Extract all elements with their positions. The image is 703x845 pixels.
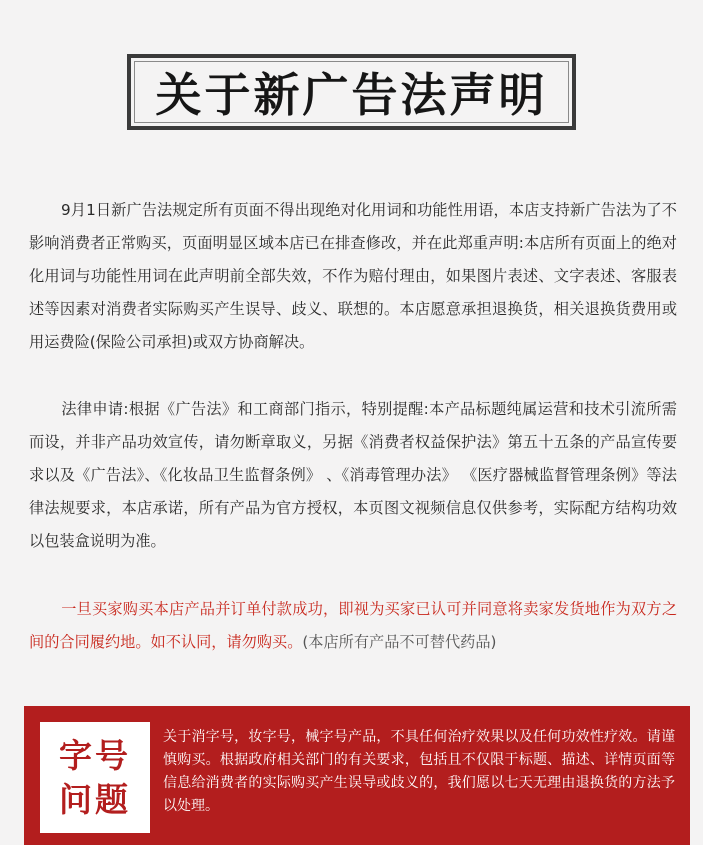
title-frame: [127, 54, 576, 130]
notice-text: 关于消字号，妆字号，械字号产品，不具任何治疗效果以及任何功效性疗效。请谨慎购买。根据政府相关部门的有关要求，包括且不仅限于标题、描述、详情页面等信息给消费者的实际购买产生误导或歧义的，我们愿以七天无理由退换货的方法予以处理。: [163, 729, 675, 814]
notice-banner: [24, 706, 690, 845]
notice-label-line-2: 问题: [59, 779, 131, 819]
notice-label-box: [40, 722, 150, 833]
legal-paragraph: [29, 393, 677, 558]
notice-label-line-1: 字号: [59, 735, 131, 775]
legal-paragraph-text: 法律申请:根据《广告法》和工商部门指示，特别提醒:本产品标题纯属运营和技术引流所需而设，并非产品功效宣传，请勿断章取义，另据《消费者权益保护法》第五十五条的产品宣传要求以及《广告法》、《化妆品卫生监督条例》 、《消毒管理办法》 《医疗器械监督管理条例》等法律法规要求，本店承诺，所有产品为官方授权，本页图文视频信息仅供参考，实际配方结构功效以包装盒说明为准。: [29, 400, 677, 550]
purchase-warning-red-text: 一旦买家购买本店产品并订单付款成功，即视为买家已认可并同意将卖家发货地作为双方之间的合同履约地。如不认同，请勿购买。: [29, 600, 677, 651]
page-title: 关于新广告法声明: [155, 68, 548, 122]
title-inner-border: [134, 61, 569, 123]
statement-paragraph-text: 9月1日新广告法规定所有页面不得出现绝对化用词和功能性用语，本店支持新广告法为了不影响消费者正常购买，页面明显区域本店已在排查修改，并在此郑重声明:本店所有页面上的绝对化用词与功能性用词在此声明前全部失效，不作为赔付理由，如果图片表述、文字表述、客服表述等因素对消费者实际购买产生误导、歧义、联想的。本店愿意承担退换货，相关退换货费用或用运费险(保险公司承担)或双方协商解决。: [29, 201, 677, 351]
purchase-warning-note: (本店所有产品不可替代药品): [302, 633, 497, 651]
statement-paragraph: [29, 194, 677, 359]
purchase-warning: [29, 593, 677, 659]
